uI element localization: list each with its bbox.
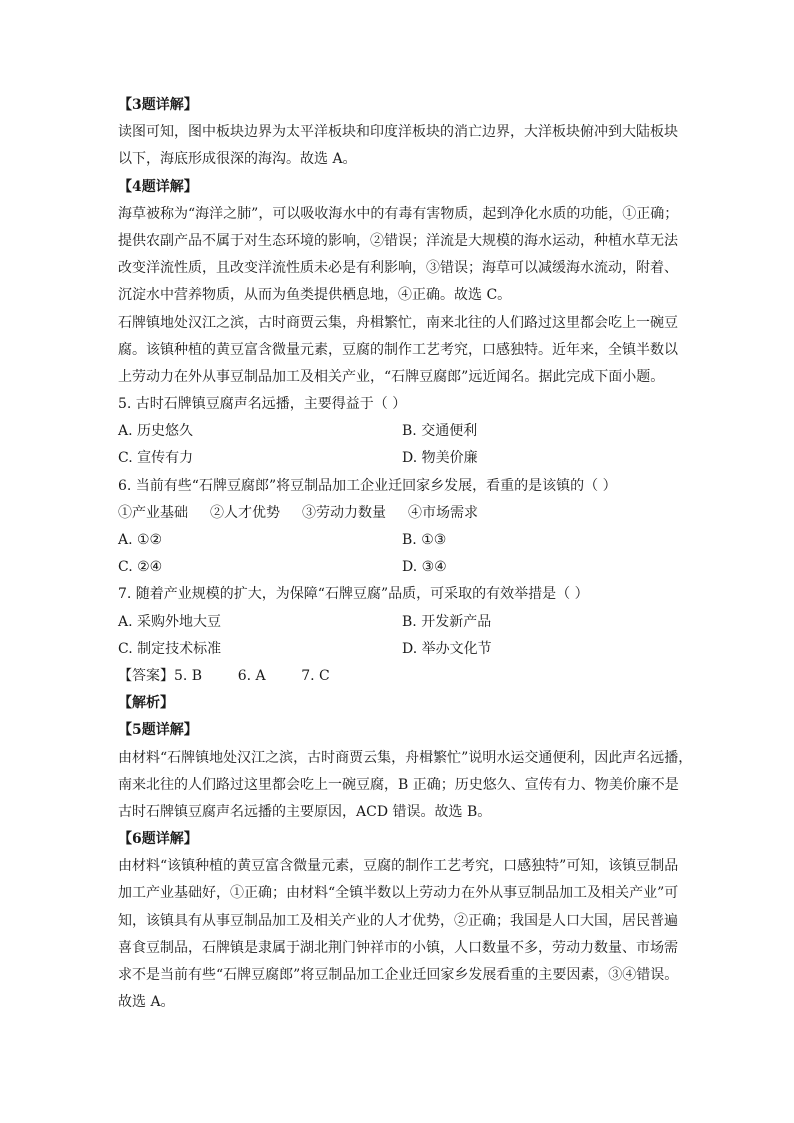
q5-detail-line: 南来北往的人们路过这里都会吃上一碗豆腐，B 正确；历史悠久、宣传有力、物美价廉不是 (118, 776, 679, 793)
q4-detail-line: 海草被称为“海洋之肺”，可以吸收海水中的有毒有害物质，起到净化水质的功能，①正确； (118, 205, 679, 222)
document-page (118, 92, 693, 1016)
q6-option-a: A. ①② (118, 532, 163, 548)
q6-detail-line: 喜食豆制品，石牌镇是隶属于湖北荆门钟祥市的小镇，人口数量不多，劳动力数量、市场需 (118, 939, 678, 956)
q4-detail-line: 改变洋流性质，且改变洋流性质未必是有利影响，③错误；海草可以减缓海水流动，附着、 (118, 260, 678, 277)
q6-detail-line: 求不是当前有些“石牌豆腐郎”将豆制品加工企业迁回家乡发展看重的主要因素，③④错误。 (118, 967, 679, 983)
q5-options-row (118, 445, 686, 472)
q4-detail-line: 提供农副产品不属于对生态环境的影响，②错误；洋流是大规模的海水运动，种植水草无法 (118, 232, 678, 249)
q3-detail-heading: 【3题详解】 (118, 97, 198, 113)
q6-option-b: B. ①③ (402, 532, 447, 548)
q6-detail-line: 由材料“该镇种植的黄豆富含微量元素，豆腐的制作工艺考究，口感独特”可知，该镇豆制品 (118, 858, 679, 875)
q4-detail-line: 沉淀水中营养物质，从而为鱼类提供栖息地，④正确。故选 C。 (118, 287, 512, 304)
q4-detail-heading: 【4题详解】 (118, 178, 198, 195)
q5-option-a: A. 历史悠久 (118, 423, 194, 440)
q7-option-c: C. 制定技术标准 (118, 640, 222, 657)
q6-detail-line: 故选 A。 (118, 994, 175, 1011)
material-line: 腐。该镇种植的黄豆富含微量元素，豆腐的制作工艺考究，口感独特。近年来，全镇半数以 (118, 341, 678, 358)
q6-detail-line: 知，该镇具有从事豆制品加工及相关产业的人才优势，②正确；我国是人口大国，居民普遍 (118, 912, 678, 929)
q5-option-c: C. 宣传有力 (118, 450, 194, 467)
material-line: 上劳动力在外从事豆制品加工及相关产业，“石牌豆腐郎”远近闻名。据此完成下面小题。 (118, 368, 665, 385)
q5-detail-heading: 【5题详解】 (118, 722, 198, 739)
q6-stem: 6. 当前有些“石牌豆腐郎”将豆制品加工企业迁回家乡发展，看重的是该镇的（ ） (118, 477, 617, 494)
q6-detail-heading: 【6题详解】 (118, 831, 198, 848)
q6-detail-line: 加工产业基础好，①正确；由材料“全镇半数以上劳动力在外从事豆制品加工及相关产业”可 (118, 885, 679, 902)
q6-item: ④市场需求 (408, 504, 478, 521)
analysis-heading: 【解析】 (118, 695, 174, 712)
answer-line: 【答案】5. B 6. A 7. C (118, 667, 330, 684)
material-line: 石牌镇地处汉江之滨，古时商贾云集，舟楫繁忙，南来北往的人们路过这里都会吃上一碗豆 (118, 314, 678, 331)
q3-detail-line: 以下，海底形成很深的海沟。故选 A。 (118, 151, 357, 168)
q7-options-row (118, 609, 686, 636)
q6-option-d: D. ③④ (402, 559, 447, 576)
q6-options-row (118, 554, 686, 581)
q5-option-b: B. 交通便利 (402, 423, 478, 440)
q6-item: ②人才优势 (210, 504, 280, 521)
q5-options-row (118, 418, 686, 445)
q5-option-d: D. 物美价廉 (402, 450, 478, 467)
q3-detail-line: 读图可知，图中板块边界为太平洋板块和印度洋板块的消亡边界，大洋板块俯冲到大陆板块 (118, 124, 678, 141)
q6-options-row (118, 527, 686, 554)
q7-options-row (118, 636, 686, 663)
q6-item: ③劳动力数量 (302, 504, 386, 521)
q7-option-d: D. 举办文化节 (402, 640, 492, 657)
q5-detail-line: 古时石牌镇豆腐声名远播的主要原因，ACD 错误。故选 B。 (118, 803, 492, 820)
q6-option-c: C. ②④ (118, 559, 163, 576)
q7-option-b: B. 开发新产品 (402, 613, 492, 630)
q7-stem: 7. 随着产业规模的扩大，为保障“石牌豆腐”品质，可采取的有效举措是（ ） (118, 586, 589, 603)
q6-item: ①产业基础 (118, 504, 188, 521)
q5-stem: 5. 古时石牌镇豆腐声名远播，主要得益于（ ） (118, 396, 407, 413)
q7-option-a: A. 采购外地大豆 (118, 613, 222, 630)
q6-items-row (118, 500, 686, 527)
q5-detail-line: 由材料“石牌镇地处汉江之滨，古时商贾云集，舟楫繁忙”说明水运交通便利，因此声名远播， (118, 749, 693, 766)
